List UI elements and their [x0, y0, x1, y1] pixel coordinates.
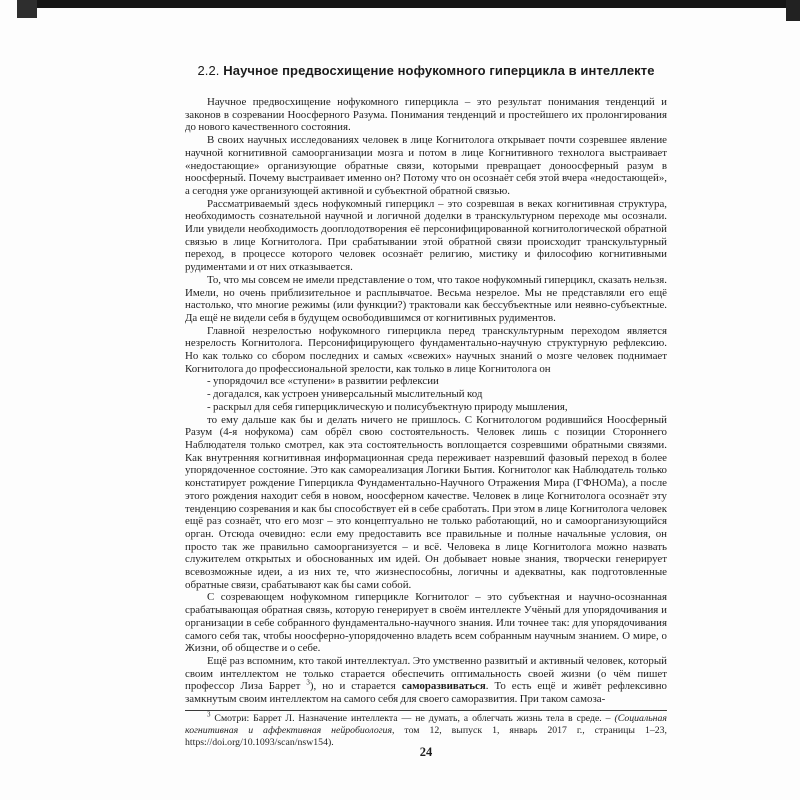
text-run: Рассматриваемый здесь нофукомный гиперцикл – это созревшая в веках когнитивная структура, необходимость сознательной научной и логичной доделки в транскультурном переходе мы осознали. Или увидели необходимость дооплодотворения её персонифицированной когнитологической обратной связью в лице Когнитолога. При срабатывании этой обратной связи происходит транскультурный переход, в процессе которого человек осознаёт религию, мистику и философию когнитивными рудиментами и от них отказывается. — [185, 197, 667, 274]
scan-edge-artifact-left — [17, 0, 37, 18]
text-run: Ещё раз вспомним, кто такой интеллектуал. Это умственно развитый и активный человек, который своим интеллектом не только старается обеспечить оптимальность своей жизни (о чём пишет профессор Лиза Баррет — [185, 654, 667, 693]
list-item — [207, 375, 667, 388]
list-item — [207, 401, 667, 414]
text-run: то ему дальше как бы и делать ничего не пришлось. С Когнитологом родившийся Ноосферный Разум (4-я нофукома) сам обрёл свою состоятельность. Человек лишь с позиции Стороннего Наблюдателя только смотрел, как эта состоятельность воплощается созревшими обратными связями. Как внутренняя когнитивная информационная среда переживает назревший фазовый переход в более упорядоченное состояние. Это как самореализация Логики Бытия. Когнитолог как Наблюдатель только констатирует рождение Гиперцикла Фундаментально-Научного Отражения Мира (ГФНОМа), а после этого рождения находит себя в новом, ноосферном качестве. Человек в лице Когнитолога осознаёт эту тенденцию созревания и как бы способствует ей в себе сработать. При этом в лице Когнитолога человек ещё раз сознаёт, что его мозг – это концептуально не только работающий, но и самоорганизующийся орган. Отсюда очевидно: если ему предоставить все правильные и полные начальные условия, он просто так же правильно самоорганизуется – и всё. Человека в лице Когнитолога можно назвать служителем открытых и обоснованных им идей. Он добывает новые знания, творчески генерирует всевозможные идеи, а из них те, что жизнеспособны, логичны и адекватны, как подготовленные обратные связи, срабатывают как бы сами собой. — [185, 413, 667, 591]
text-run: То, что мы совсем не имели представление о том, что такое нофукомный гиперцикл, сказать нельзя. Имели, но очень приблизительное и расплывчатое. Весьма незрелое. Мы не представляли его ещё настолько, что многие режимы (или функции?) трактовали как бессубъектные или неявно-субъектные. Да ещё не видели себя в будущем освободившимся от когнитивных рудиментов. — [185, 273, 667, 324]
text-run: В своих научных исследованиях человек в лице Когнитолога открывает почти созревшее явление научной когнитивной самоорганизации мозга и потом в лице Когнитивного технолога выстраивает «недостающие» организующие обратные связи, которыми превращает доноосферный разум в ноосферный. Почему выстраивает именно он? Потому что он осознаёт себя этой вчера «недостающей», а сегодня уже организующей активной и субъектной обратной связью. — [185, 134, 667, 197]
paragraph — [185, 96, 667, 134]
text-run: - раскрыл для себя гиперциклическую и полисубъектную природу мышления, — [207, 400, 568, 413]
section-heading — [185, 62, 667, 79]
section-number: 2.2. — [197, 63, 220, 78]
paragraph — [185, 198, 667, 274]
text-run: - упорядочил все «ступени» в развитии рефлексии — [207, 375, 439, 388]
text-run: - догадался, как устроен универсальный мыслительный код — [207, 388, 483, 401]
footnote-separator — [185, 710, 667, 711]
footnote-text — [185, 710, 667, 749]
footnote-marker: 3 — [306, 678, 310, 687]
footnote — [185, 710, 667, 749]
text-column — [185, 0, 667, 800]
text-run: Научное предвосхищение нофукомного гиперцикла – это результат понимания тенденций и законов в созревании Ноосферного Разума. Понимания тенденций и простейшего их пролонгирования до нового качественного состояния. — [185, 96, 667, 134]
paragraph — [185, 655, 667, 706]
text-run: Смотри: Баррет Л. Назначение интеллекта — не думать, а облегчать жизнь тела в среде. – — [210, 713, 615, 724]
paragraph — [185, 325, 667, 376]
text-run: . То есть ещё и живёт рефлексивно замкнутым своим интеллектом на самого себя для своего саморазвития. При таком самоза- — [185, 680, 667, 706]
paragraph — [185, 134, 667, 198]
text-run: Главной незрелостью нофукомного гиперцикла перед транскультурным переходом является незрелость Когнитолога. Персонифицирующего фундаментально-научную структурную рефлексию. Но как только со сбором последних и самых «свежих» научных знаний о мозге человек поднимает Когнитолога до профессиональной зрелости, как только в лице Когнитолога он — [185, 324, 667, 375]
footnote-marker: 3 — [207, 710, 211, 719]
list-item — [207, 388, 667, 401]
paragraph — [185, 274, 667, 325]
paragraph — [185, 414, 667, 592]
text-run: (Социальная когнитивная и аффективная нейробиология — [185, 713, 667, 736]
text-run: , том 12, выпуск 1, январь 2017 г., страницы 1–23, https://doi.org/10.1093/scan/nsw154). — [185, 725, 667, 748]
body-text — [185, 96, 667, 708]
text-run: С созревающем нофукомном гиперцикле Когнитолог – это субъектная и научно-осознанная срабатывающая обратная связь, которую генерирует в своём интеллекте Учёный для упорядочивания и организации в себе собранного фундаментально-научного знания. Или точнее так: для упорядочивания самого себя так, чтобы ноосферно-упорядоченно владеть всем собранным научным знанием. О мире, о Жизни, об обществе и о себе. — [185, 591, 667, 655]
text-run: саморазвиваться — [401, 680, 486, 693]
section-title: Научное предвосхищение нофукомного гиперцикла в интеллекте — [223, 63, 655, 78]
scan-edge-artifact-right — [786, 0, 800, 21]
page-number: 24 — [419, 745, 433, 759]
paragraph — [185, 591, 667, 655]
text-run: ), но и старается — [309, 680, 402, 693]
